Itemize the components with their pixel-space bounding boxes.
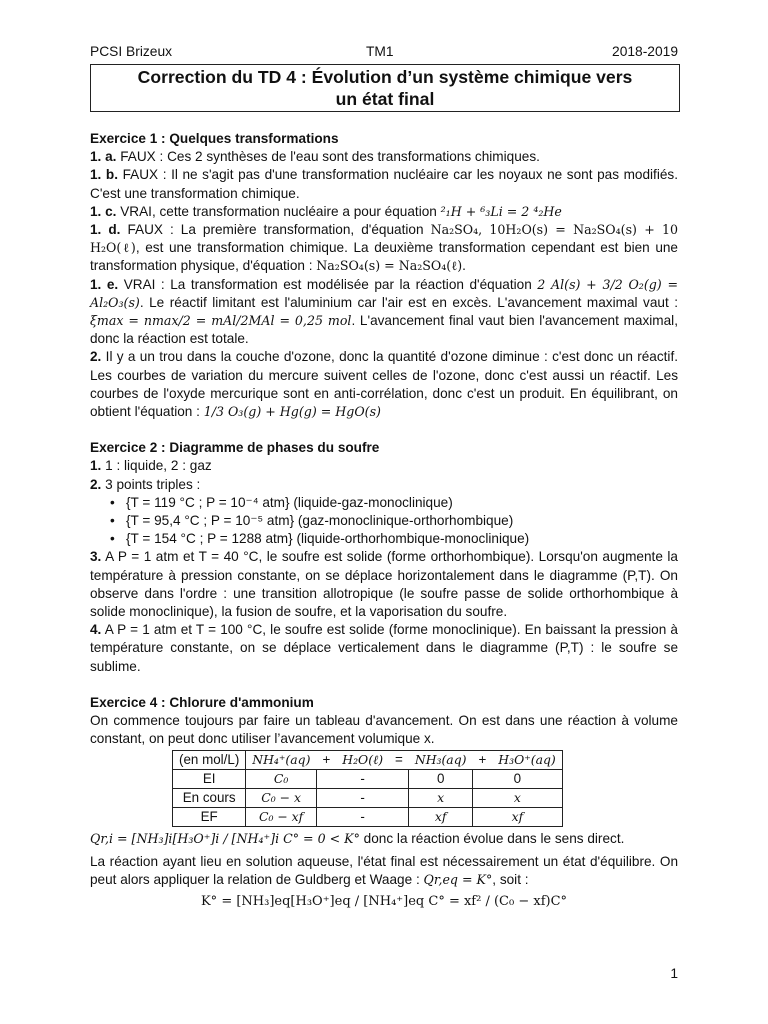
ex1-answer-1b: 1. b. FAUX : Il ne s'agit pas d'une transformation nucléaire car les noyaux ne sont pas modifiés. C'est une transformation chimique. <box>90 167 678 201</box>
ex2-answer-1: 1. 1 : liquide, 2 : gaz <box>90 458 212 474</box>
exercise-2-title: Exercice 2 : Diagramme de phases du soufre <box>90 440 380 456</box>
equation-aluminium: 2 Al(s) + 3/2 O₂(g) = Al₂O₃(s) <box>90 276 679 310</box>
title-line-2: un état final <box>335 89 435 109</box>
list-item: • {T = 154 °C ; P = 1288 atm} (liquide-orthorhombique-monoclinique) <box>126 530 678 548</box>
ex1-answer-1c: 1. c. VRAI, cette transformation nucléaire a pour équation ²₁H + ⁶₃Li = 2 ⁴₂He <box>90 203 562 219</box>
reaction-quotient-initial: Qr,i = [NH₃]i[H₃O⁺]i / [NH₄⁺]i C° = 0 < K° donc la réaction évolue dans le sens direct. <box>90 831 625 847</box>
ex2-answer-4: 4. A P = 1 atm et T = 100 °C, le soufre est solide (forme monoclinique). En baissant la pression à température constante, on se déplace verticalement dans le diagramme (P,T) : le soufre se sublime. <box>90 622 678 674</box>
page-header <box>90 44 678 62</box>
ex4-conclusion: La réaction ayant lieu en solution aqueuse, l'état final est nécessairement un état d'équilibre. On peut alors appliquer la relation de Guldberg et Waage : Qr,eq = K°, soit : <box>90 853 678 887</box>
list-item: • {T = 95,4 °C ; P = 10⁻⁵ atm} (gaz-monoclinique-orthorhombique) <box>126 512 678 530</box>
equation-nuclear: ²₁H + ⁶₃Li = 2 ⁴₂He <box>440 203 562 219</box>
title-line-1: Correction du TD 4 : Évolution d’un système chimique vers <box>137 67 633 87</box>
list-item: • {T = 119 °C ; P = 10⁻⁴ atm} (liquide-gaz-monoclinique) <box>126 494 678 512</box>
equilibrium-formula: K° = [NH₃]eq[H₃O⁺]eq / [NH₄⁺]eq C° = xf² / (C₀ − xf)C° <box>200 893 568 909</box>
ex4-intro: On commence toujours par faire un tableau d'avancement. On est dans une réaction à volume constant, on peut donc utiliser l’avancement volumique x. <box>90 713 678 747</box>
equation-fusion: Na₂SO₄(s) = Na₂SO₄(ℓ) <box>316 258 463 274</box>
ex1-answer-2: 2. Il y a un trou dans la couche d'ozone, donc la quantité d'ozone diminue : c'est donc un réactif. Les courbes de variation du mercure suivent celles de l'ozone, donc c'est aussi un réactif. Les courbes de l'oxyde mercurique sont en anti-corrélation, donc c'est un produit. En équilibrant, on obtient l'équation : 1/3 O₃(g) + Hg(g) = HgO(s) <box>90 349 678 420</box>
equation-hydrate: Na₂SO₄, 10H₂O(s) = Na₂SO₄(s) + 10 H₂O(ℓ) <box>90 222 679 256</box>
table-row: EF C₀ − xf - xf xf <box>173 808 563 827</box>
header-year: 2018-2019 <box>612 44 678 59</box>
exercise-4-title: Exercice 4 : Chlorure d'ammonium <box>90 694 314 710</box>
ex1-answer-1a: 1. a. FAUX : Ces 2 synthèses de l'eau sont des transformations chimiques. <box>90 149 540 165</box>
exercise-1-title: Exercice 1 : Quelques transformations <box>90 131 339 146</box>
document-page <box>90 0 678 1024</box>
ex2-answer-2: 2. 3 points triples : <box>90 476 201 492</box>
qri-formula: Qr,i = [NH₃]i[H₃O⁺]i / [NH₄⁺]i C° = 0 < K° <box>90 831 360 847</box>
table-row: En cours C₀ − x - x x <box>173 788 563 807</box>
table-row: EI C₀ - 0 0 <box>173 769 563 788</box>
ex1-answer-1e: 1. e. VRAI : La transformation est modélisée par la réaction d'équation 2 Al(s) + 3/2 O₂(g) = Al₂O₃(s). Le réactif limitant est l'aluminium car l'air est en excès. L'avancement maximal vaut : ξmax = nmax/2 = mAl/2MAl = 0,25 mol. L'avancement final vaut bien l'avancement maximal, donc la réaction est totale. <box>90 276 679 347</box>
document-title <box>90 64 680 112</box>
document-body <box>90 130 678 911</box>
xi-max-formula: ξmax = nmax/2 = mAl/2MAl = 0,25 mol <box>90 313 352 329</box>
qreq-formula: Qr,eq = K° <box>423 871 493 887</box>
equation-ozone: 1/3 O₃(g) + Hg(g) = HgO(s) <box>203 404 381 420</box>
ex2-answer-3: 3. A P = 1 atm et T = 40 °C, le soufre est solide (forme orthorhombique). Lorsqu'on augmente la température à pression constante, on se déplace horizontalement dans le diagramme (P,T). On observe dans l'ordre : une transition allotropique (le soufre passe de solide orthorhombique à solide monoclinique), la fusion de soufre, et la vaporisation du soufre. <box>90 549 678 620</box>
advancement-table <box>172 750 563 828</box>
page-number: 1 <box>670 966 678 981</box>
triple-points-list <box>90 494 678 549</box>
header-course: TM1 <box>366 44 394 59</box>
table-row: (en mol/L) NH₄⁺(aq) + H₂O(ℓ) = NH₃(aq) + H₃O⁺(aq) <box>173 750 563 769</box>
ex1-answer-1d: 1. d. FAUX : La première transformation, d'équation Na₂SO₄, 10H₂O(s) = Na₂SO₄(s) + 10 H₂O(ℓ), est une transformation chimique. La deuxième transformation cependant est bien une transformation physique, d'équation : Na₂SO₄(s) = Na₂SO₄(ℓ). <box>90 222 679 274</box>
header-class: PCSI Brizeux <box>90 44 173 59</box>
